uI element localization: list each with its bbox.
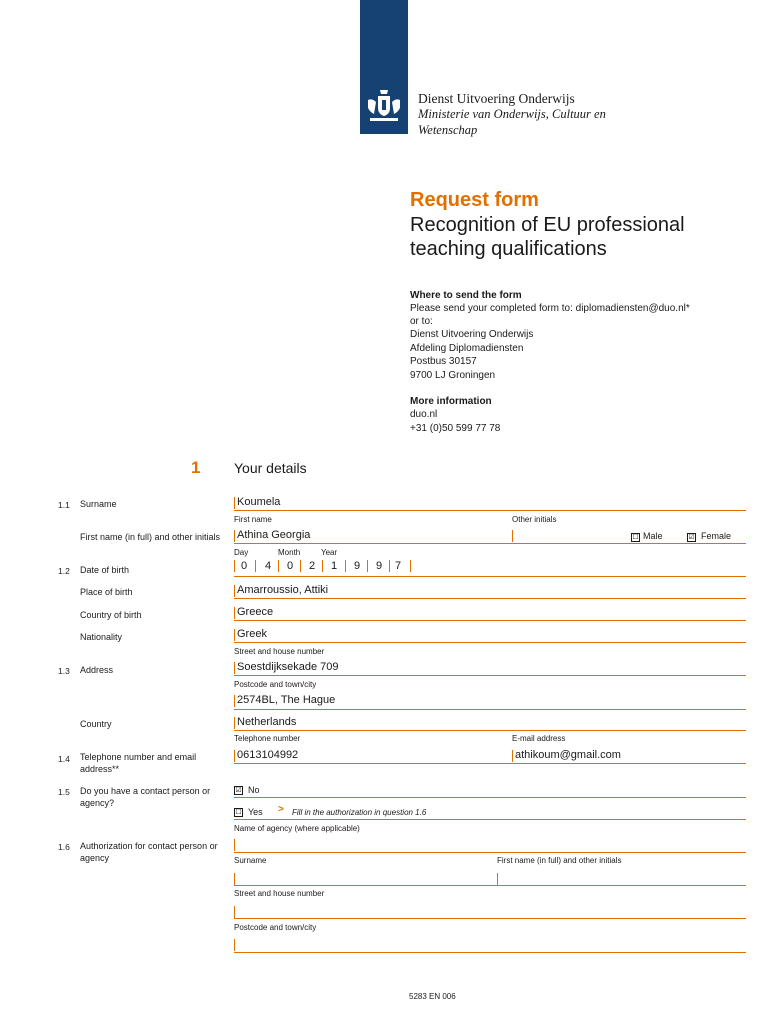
- section-number: 1: [191, 458, 201, 477]
- male-label: Male: [643, 531, 663, 541]
- male-checkbox[interactable]: ☐: [632, 534, 639, 541]
- date-of-birth-label: Date of birth: [80, 565, 130, 575]
- field-tick: [234, 750, 235, 762]
- date-digit[interactable]: 4: [264, 560, 272, 572]
- first-name-hint: First name: [234, 515, 272, 524]
- question-number: 1.2: [58, 566, 70, 576]
- female-label: Female: [701, 531, 732, 541]
- place-of-birth-label: Place of birth: [80, 587, 133, 597]
- field-tick: [234, 629, 235, 641]
- field-tick: [234, 530, 235, 542]
- place-of-birth-value[interactable]: Amarroussio, Attiki: [237, 584, 329, 596]
- question-number: 1.6: [58, 842, 70, 852]
- field-underline: [234, 709, 746, 710]
- coat-of-arms-icon: [364, 86, 404, 126]
- contact-firstname-hint: First name (in full) and other initials: [497, 856, 622, 865]
- field-tick: [234, 607, 235, 619]
- email-hint: E-mail address: [512, 734, 566, 743]
- date-digit[interactable]: 9: [375, 560, 383, 572]
- yes-note: Fill in the authorization in question 1.6: [292, 808, 427, 817]
- send-line: 9700 LJ Groningen: [410, 370, 496, 381]
- date-digit[interactable]: 0: [286, 560, 294, 572]
- where-to-send-heading: Where to send the form: [410, 290, 522, 301]
- digit-divider: [322, 560, 323, 572]
- country-value[interactable]: Netherlands: [237, 716, 297, 728]
- send-line: Dienst Uitvoering Onderwijs: [410, 329, 534, 340]
- field-underline: [234, 730, 746, 731]
- digit-divider: [410, 560, 411, 572]
- day-hint: Day: [234, 548, 249, 557]
- no-checkbox[interactable]: ☑: [235, 787, 242, 794]
- nationality-value[interactable]: Greek: [237, 628, 267, 640]
- no-label: No: [248, 785, 260, 795]
- arrow-right-icon: >: [278, 804, 284, 815]
- field-tick: [512, 530, 513, 542]
- more-info-heading: More information: [410, 396, 492, 407]
- org-name: Dienst Uitvoering Onderwijs: [418, 91, 575, 106]
- field-underline: [234, 885, 746, 886]
- field-tick: [234, 497, 235, 509]
- address-label: Address: [80, 665, 114, 675]
- street-value[interactable]: Soestdijksekade 709: [237, 661, 339, 673]
- yes-label: Yes: [248, 807, 263, 817]
- phone-hint: Telephone number: [234, 734, 301, 743]
- date-digit[interactable]: 9: [353, 560, 361, 572]
- postcode-hint: Postcode and town/city: [234, 680, 317, 689]
- date-digit[interactable]: 1: [330, 560, 338, 572]
- field-tick: [234, 695, 235, 707]
- field-underline: [234, 852, 746, 853]
- send-line: Please send your completed form to: diplomadiensten@duo.nl*: [410, 303, 690, 314]
- country-of-birth-label: Country of birth: [80, 610, 142, 620]
- field-tick[interactable]: [234, 906, 235, 918]
- first-name-value[interactable]: Athina Georgia: [237, 529, 311, 541]
- form-code: 5283 EN 006: [409, 992, 456, 1001]
- field-underline: [234, 675, 746, 676]
- field-tick: [234, 717, 235, 729]
- form-title: Request form: [410, 189, 539, 211]
- phone-email-label: Telephone number and email address**: [80, 752, 197, 774]
- field-underline: [234, 642, 746, 643]
- field-tick: [234, 585, 235, 597]
- agency-hint: Name of agency (where applicable): [234, 824, 360, 833]
- form-subtitle: [410, 213, 750, 261]
- field-tick[interactable]: [497, 873, 498, 885]
- email-value[interactable]: athikoum@gmail.com: [515, 749, 621, 761]
- field-tick[interactable]: [234, 873, 235, 885]
- street-hint: Street and house number: [234, 647, 325, 656]
- question-number: 1.4: [58, 754, 70, 764]
- question-number: 1.1: [58, 500, 70, 510]
- female-checkbox[interactable]: ☑: [688, 534, 695, 541]
- field-underline: [234, 952, 746, 953]
- surname-label: Surname: [80, 499, 117, 509]
- field-underline: [234, 598, 746, 599]
- contact-person-label: Do you have a contact person or agency?: [80, 786, 211, 808]
- country-label: Country: [80, 719, 112, 729]
- ministry-line-2: Wetenschap: [418, 123, 478, 137]
- section-title: Your details: [234, 460, 307, 476]
- authorization-label: Authorization for contact person or agency: [80, 841, 218, 863]
- contact-street-hint: Street and house number: [234, 889, 325, 898]
- contact-surname-hint: Surname: [234, 856, 267, 865]
- postcode-value[interactable]: 2574BL, The Hague: [237, 694, 336, 706]
- subtitle-line-1: Recognition of EU professional: [410, 214, 685, 236]
- nationality-label: Nationality: [80, 632, 123, 642]
- digit-divider: [278, 560, 279, 572]
- field-underline: [234, 620, 746, 621]
- ministry-line-1: Ministerie van Onderwijs, Cultuur en: [418, 107, 606, 121]
- subtitle-line-2: teaching qualifications: [410, 238, 607, 260]
- field-tick[interactable]: [234, 839, 235, 851]
- field-underline: [234, 543, 746, 544]
- phone-value[interactable]: 0613104992: [237, 749, 299, 761]
- send-line: or to:: [410, 316, 433, 327]
- digit-divider: [300, 560, 301, 572]
- field-underline: [234, 763, 746, 764]
- field-underline: [234, 576, 746, 577]
- more-info-phone: +31 (0)50 599 77 78: [410, 423, 501, 434]
- digit-divider: [367, 560, 368, 572]
- field-underline: [234, 797, 746, 798]
- digit-divider: [255, 560, 256, 572]
- field-tick: [512, 750, 513, 762]
- first-name-label: First name (in full) and other initials: [80, 532, 221, 542]
- question-number: 1.5: [58, 787, 70, 797]
- digit-divider: [345, 560, 346, 572]
- field-underline: [234, 510, 746, 511]
- more-info-website: duo.nl: [410, 409, 438, 420]
- date-digit[interactable]: 0: [240, 560, 248, 572]
- country-of-birth-value[interactable]: Greece: [237, 606, 274, 618]
- date-digit[interactable]: 7: [394, 560, 402, 572]
- field-tick[interactable]: [234, 939, 235, 951]
- digit-divider: [234, 560, 235, 572]
- year-hint: Year: [321, 548, 338, 557]
- surname-value[interactable]: Koumela: [237, 496, 281, 508]
- yes-checkbox[interactable]: ☐: [235, 809, 242, 816]
- question-number: 1.3: [58, 666, 70, 676]
- month-hint: Month: [278, 548, 301, 557]
- field-underline: [234, 918, 746, 919]
- contact-postcode-hint: Postcode and town/city: [234, 923, 317, 932]
- send-line: Postbus 30157: [410, 356, 477, 367]
- date-digit[interactable]: 2: [308, 560, 316, 572]
- field-underline: [234, 819, 746, 820]
- send-line: Afdeling Diplomadiensten: [410, 343, 524, 354]
- digit-divider: [389, 560, 390, 572]
- field-tick: [234, 662, 235, 674]
- other-initials-hint: Other initials: [512, 515, 557, 524]
